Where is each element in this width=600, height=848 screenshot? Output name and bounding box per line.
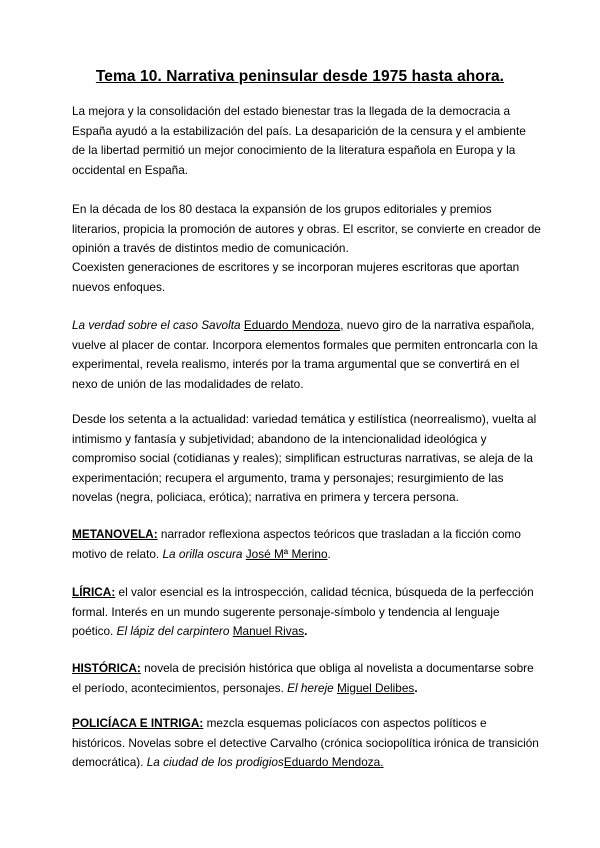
work-title: La verdad sobre el caso Savolta [72,318,241,332]
section-policiaca [72,714,542,773]
section-historica [72,659,542,698]
end-period: . [380,755,384,770]
section-label: POLICÍACA E INTRIGA: [72,716,204,730]
author-name: Miguel Delibes [336,680,415,695]
section-text: el valor esencial es la introspección, calidad técnica, búsqueda de la perfección formal. Interés en un mundo sugerente personaje-símbolo y tendencia al lenguaje poético. [72,585,534,639]
paragraph-80s: En la década de los 80 destaca la expansión de los grupos editoriales y premios literarios, propicia la promoción de autores y obras. El escritor, se convierte en creador de opinión a través de distintos medio de comunicación. [72,202,541,256]
author-name: Eduardo Mendoza [243,318,341,332]
section-label: LÍRICA: [72,585,116,599]
section-label: METANOVELA: [72,527,158,541]
paragraph-savolta [72,316,542,394]
work-title: El lápiz del carpintero [116,624,230,639]
section-label: HISTÓRICA: [72,661,141,675]
page-title: Tema 10. Narrativa peninsular desde 1975 hasta ahora. [95,68,505,85]
section-text: novela de precisión histórica que obliga al novelista a documentarse sobre el período, acontecimientos, personajes. [72,661,534,695]
author-name: Eduardo Mendoza [283,755,381,770]
section-metanovela [72,525,542,564]
paragraph-intro: La mejora y la consolidación del estado bienestar tras la llegada de la democracia a España ayudó a la estabilización del país. La desaparición de la censura y el ambiente de la libertad permitió un mejor conocimiento de la literatura española en Europa y la occidental en España. [72,104,526,177]
work-title: La ciudad de los prodigios [146,755,284,770]
end-period: . [304,624,308,639]
paragraph-text: , nuevo giro de la narrativa española, vuelve al placer de contar. Incorpora elementos formales que permiten entroncarla con la experimental, revela realismo, interés por la trama argumental que se convertirá en el nexo de unión de las modalidades de relato. [72,318,538,391]
work-title: La orilla oscura [162,546,243,561]
section-lirica [72,583,542,642]
work-title: El hereje [287,680,334,695]
author-name: José Mª Merino [245,546,328,561]
author-name: Manuel Rivas [232,624,305,639]
paragraph-writers: Coexisten generaciones de escritores y se incorporan mujeres escritoras que aportan nuevos enfoques. [72,260,520,294]
section-text: narrador reflexiona aspectos teóricos que trasladan a la ficción como motivo de relato. [72,527,521,561]
paragraph-seventies: Desde los setenta a la actualidad: variedad temática y estilística (neorrealismo), vuelta al intimismo y fantasía y subjetividad; abandono de la intencionalidad ideológica y compromiso social (cotidianas y reales); simplifican estructuras narrativas, se aleja de la experimentación; recupera el argumento, trama y personajes; resurgimiento de las novelas (negra, policiaca, erótica); narrativa en primera y tercera persona. [72,412,537,505]
end-period: . [327,546,331,561]
section-text: mezcla esquemas policíacos con aspectos políticos e históricos. Novelas sobre el detective Carvalho (crónica sociopolítica irónica de transición democrática). [72,716,539,770]
end-period: . [414,680,418,695]
